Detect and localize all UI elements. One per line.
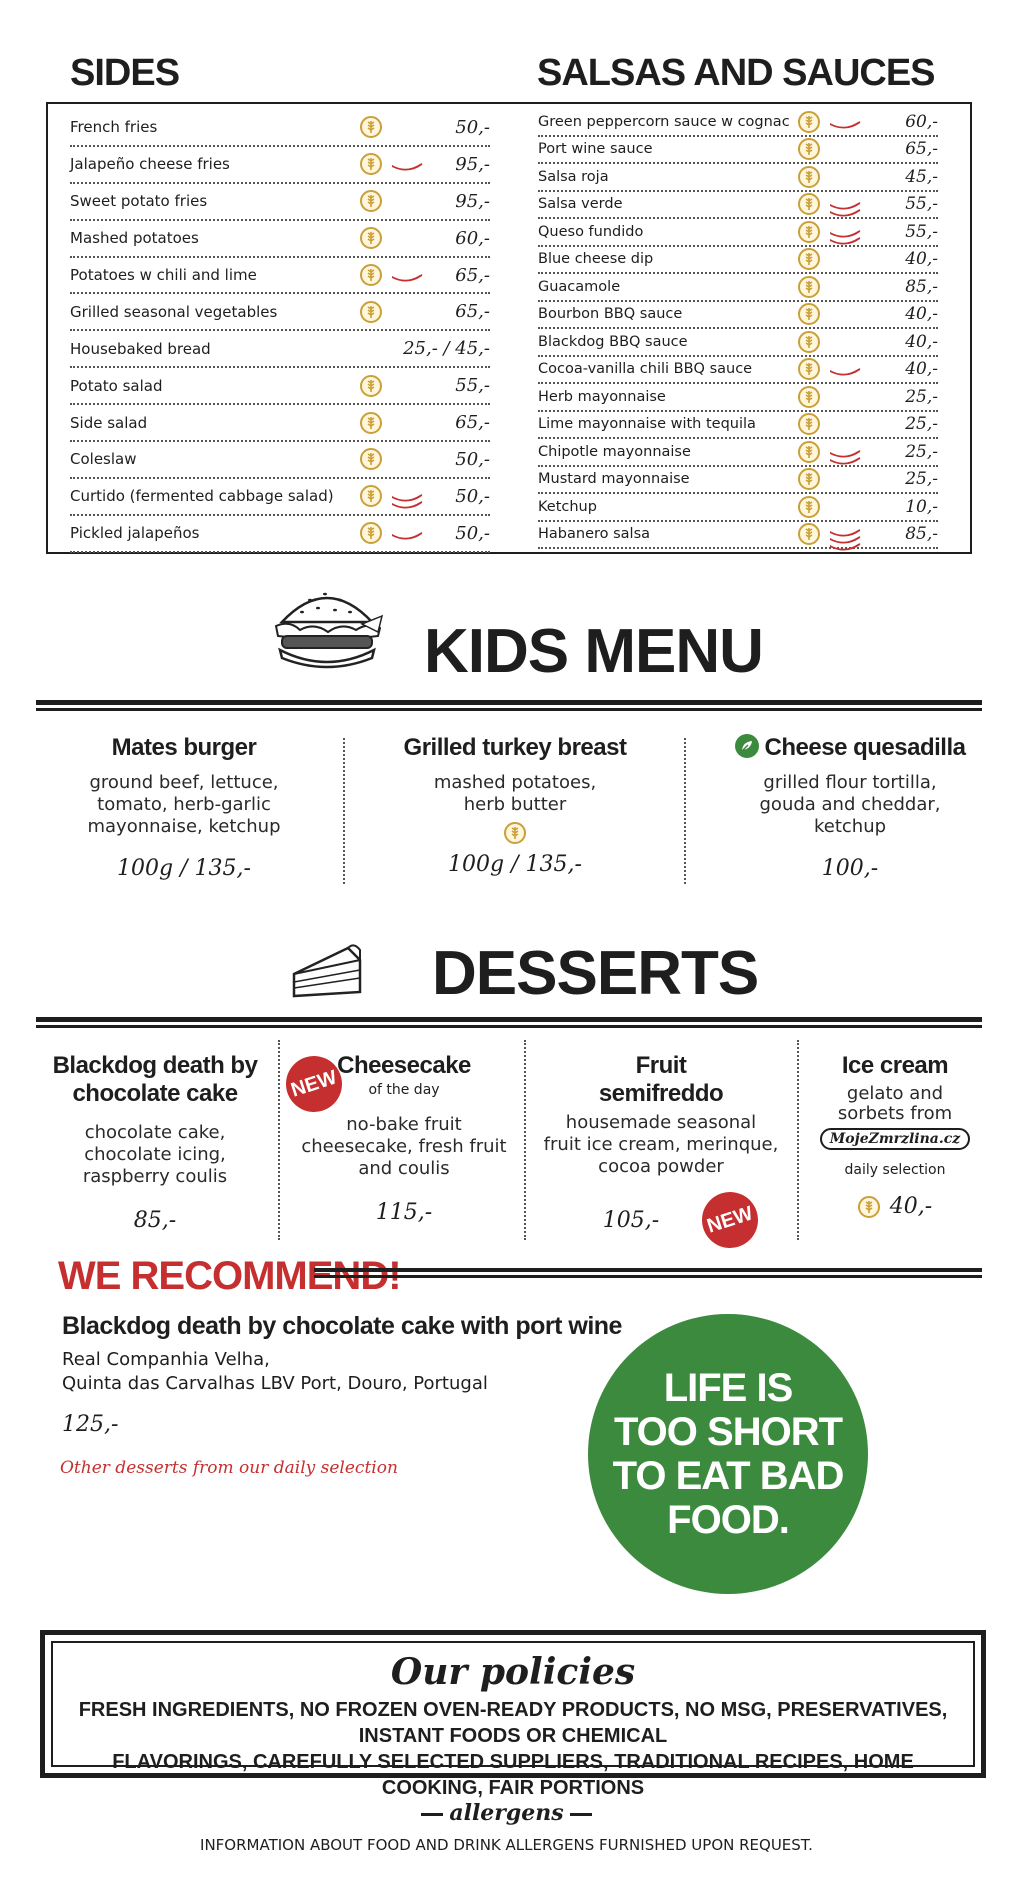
item-price: 25,- [905, 441, 938, 462]
slogan-badge: LIFE IS TOO SHORT TO EAT BAD FOOD. [588, 1314, 868, 1594]
dish-price: 40,- [889, 1194, 933, 1219]
menu-row [538, 247, 938, 275]
menu-row [538, 467, 938, 495]
wheat-icon [798, 413, 820, 435]
dish-price: 100g / 135,- [448, 852, 582, 877]
wheat-icon [360, 264, 382, 286]
dish-desc: no-bake fruit cheesecake, fresh fruit and coulis [301, 1114, 507, 1179]
allergens-text: INFORMATION ABOUT FOOD AND DRINK ALLERGENS FURNISHED UPON REQUEST. [200, 1836, 813, 1854]
item-price: 25,- / 45,- [403, 338, 490, 360]
item-name: French fries [70, 118, 158, 137]
item-icons [798, 496, 820, 518]
item-price: 50,- [455, 485, 490, 507]
menu-row [538, 384, 938, 412]
item-price: 65,- [455, 264, 490, 286]
item-price: 95,- [455, 153, 490, 175]
item-price: 55,- [905, 194, 938, 215]
dish-price: 105,- [602, 1208, 660, 1233]
item-name: Sweet potato fries [70, 192, 208, 211]
item-icons [798, 276, 820, 298]
item-price: 50,- [455, 116, 490, 138]
item-icons [798, 111, 862, 133]
dish-title: Cheesecake [337, 1052, 471, 1079]
item-icons [798, 138, 820, 160]
item-name: Coleslaw [70, 450, 137, 469]
item-name: Queso fundido [538, 223, 644, 240]
desserts-divider [797, 1040, 799, 1240]
item-name: Mustard mayonnaise [538, 471, 690, 488]
wheat-icon [360, 301, 382, 323]
menu-row [538, 439, 938, 467]
menu-row [70, 331, 490, 368]
item-name: Blue cheese dip [538, 251, 654, 268]
wheat-icon [798, 496, 820, 518]
wheat-icon [360, 227, 382, 249]
item-name: Chipotle mayonnaise [538, 443, 691, 460]
item-price: 40,- [905, 249, 938, 270]
dish-title: Grilled turkey breast [403, 734, 627, 761]
dish-desc: housemade seasonal fruit ice cream, merinque, cocoa powder [543, 1112, 779, 1177]
item-price: 25,- [905, 386, 938, 407]
item-name: Cocoa-vanilla chili BBQ sauce [538, 361, 753, 378]
recommend-title: Blackdog death by chocolate cake with port wine [62, 1312, 622, 1340]
item-name: Ketchup [538, 498, 597, 515]
recommend-desc: Real Companhia Velha, Quinta das Carvalhas LBV Port, Douro, Portugal [62, 1349, 488, 1394]
item-icons [798, 331, 820, 353]
dish-price: 100,- [821, 856, 879, 881]
dish-price: 85,- [133, 1208, 177, 1233]
item-name: Port wine sauce [538, 141, 653, 158]
item-price: 85,- [905, 524, 938, 545]
wheat-icon [360, 153, 382, 175]
item-name: Bourbon BBQ sauce [538, 306, 683, 323]
item-icons [360, 153, 424, 175]
recommend-rule [314, 1268, 982, 1278]
policies-text: FRESH INGREDIENTS, NO FROZEN OVEN-READY PRODUCTS, NO MSG, PRESERVATIVES, INSTANT FOODS OR CHEMICAL FLAVORINGS, CAREFULLY SELECTED SUPPLIERS, TRADITIONAL RECIPES, HOME COOKING, FAIR PORTIONS [78, 1699, 948, 1799]
item-icons [798, 468, 820, 490]
wheat-icon [798, 248, 820, 270]
desserts-rule [36, 1017, 982, 1028]
chili-icon [390, 527, 424, 539]
wheat-icon [360, 448, 382, 470]
menu-row [538, 192, 938, 220]
item-icons [360, 375, 382, 397]
item-icons [798, 303, 820, 325]
item-name: Salsa verde [538, 196, 623, 213]
desserts-divider [278, 1040, 280, 1240]
item-name: Grilled seasonal vegetables [70, 302, 278, 321]
item-name: Lime mayonnaise with tequila [538, 416, 756, 433]
wheat-icon [360, 522, 382, 544]
dish-desc: grilled flour tortilla, gouda and cheddar, ketchup [759, 772, 941, 837]
policies-box [40, 1630, 986, 1799]
chili-icon [828, 197, 862, 211]
item-name: Habanero salsa [538, 526, 651, 543]
chili-icon [828, 445, 862, 459]
item-name: Guacamole [538, 278, 621, 295]
dish-title: Fruit semifreddo [598, 1052, 724, 1107]
chili-icon [390, 489, 424, 503]
dish-price: 100g / 135,- [117, 856, 251, 881]
dish-title: Ice cream [841, 1052, 949, 1079]
menu-row [70, 516, 490, 553]
item-icons [360, 522, 424, 544]
item-price: 45,- [905, 166, 938, 187]
burger-illustration [270, 580, 385, 675]
desserts-divider [524, 1040, 526, 1240]
item-name: Herb mayonnaise [538, 388, 666, 405]
item-price: 95,- [455, 190, 490, 212]
item-name: Blackdog BBQ sauce [538, 333, 688, 350]
dish-subtitle: of the day [368, 1082, 440, 1098]
item-icons [360, 485, 424, 507]
wheat-icon [360, 190, 382, 212]
item-price: 25,- [905, 414, 938, 435]
dish-desc: gelato and sorbets from [837, 1083, 953, 1124]
chili-icon [828, 116, 862, 128]
menu-row [70, 221, 490, 258]
item-price: 25,- [905, 469, 938, 490]
item-price: 65,- [455, 301, 490, 323]
item-price: 10,- [905, 496, 938, 517]
wheat-icon [798, 331, 820, 353]
item-icons [798, 358, 862, 380]
menu-row [538, 412, 938, 440]
wheat-icon [360, 116, 382, 138]
item-name: Potatoes w chili and lime [70, 266, 257, 284]
menu-row [70, 405, 490, 442]
item-icons [798, 386, 820, 408]
menu-row [538, 219, 938, 247]
item-name: Salsa roja [538, 168, 609, 185]
sauces-list [538, 109, 938, 549]
chili-icon [828, 225, 862, 239]
item-icons [798, 248, 820, 270]
item-icons [360, 116, 382, 138]
dish-price: 115,- [375, 1200, 433, 1225]
item-price: 40,- [905, 331, 938, 352]
menu-row [538, 522, 938, 550]
wheat-icon [798, 523, 820, 545]
item-price: 60,- [455, 227, 490, 249]
sides-list [70, 110, 490, 553]
recommend-note: Other desserts from our daily selection [60, 1458, 398, 1478]
item-icons [798, 193, 862, 215]
item-icons [360, 264, 424, 286]
wheat-icon [504, 822, 526, 844]
wheat-icon [798, 193, 820, 215]
new-badge: NEW [695, 1185, 766, 1256]
kids-item-turkey [375, 734, 655, 877]
menu-row [538, 164, 938, 192]
item-price: 60,- [905, 111, 938, 132]
allergens-title: allergens [0, 1800, 1013, 1826]
kids-title: KIDS MENU [424, 617, 763, 686]
menu-row [70, 184, 490, 221]
item-name: Curtido (fermented cabbage salad) [70, 487, 334, 506]
dish-desc: chocolate cake, chocolate icing, raspberry coulis [82, 1122, 228, 1187]
recommend-heading: WE RECOMMEND! [58, 1254, 401, 1298]
item-icons [360, 190, 382, 212]
menu-row [538, 274, 938, 302]
menu-row [538, 137, 938, 165]
dish-title: Cheese quesadilla [715, 734, 985, 762]
chili-icon [828, 524, 862, 545]
item-icons [360, 301, 382, 323]
menu-row [538, 302, 938, 330]
dish-desc: mashed potatoes, herb butter [433, 772, 597, 815]
item-price: 65,- [455, 412, 490, 434]
item-name: Mashed potatoes [70, 229, 199, 248]
wheat-icon [798, 303, 820, 325]
menu-row [538, 109, 938, 137]
item-icons [798, 441, 862, 463]
menu-row [70, 110, 490, 147]
item-name: Housebaked bread [70, 339, 211, 358]
menu-row [70, 479, 490, 516]
sides-sauces-box [46, 102, 972, 554]
item-icons [798, 221, 862, 243]
sides-title: SIDES [70, 52, 180, 94]
kids-divider [343, 738, 345, 884]
chili-icon [390, 269, 424, 281]
chili-icon [390, 158, 424, 170]
dish-desc: ground beef, lettuce, tomato, herb-garlic mayonnaise, ketchup [87, 772, 281, 837]
wheat-icon [858, 1196, 880, 1218]
menu-row [538, 357, 938, 385]
item-icons [798, 166, 820, 188]
dessert-item-chocolate-cake [48, 1052, 262, 1233]
wheat-icon [360, 375, 382, 397]
item-price: 40,- [905, 359, 938, 380]
leaf-icon [735, 734, 759, 758]
item-icons [360, 448, 382, 470]
brand-logo: MojeZmrzlina.cz [820, 1128, 970, 1150]
wheat-icon [798, 468, 820, 490]
item-price: 40,- [905, 304, 938, 325]
item-icons [798, 413, 820, 435]
dish-note: daily selection [844, 1162, 946, 1178]
wheat-icon [798, 166, 820, 188]
kids-divider [684, 738, 686, 884]
item-name: Green peppercorn sauce w cognac [538, 113, 790, 130]
desserts-title: DESSERTS [432, 939, 759, 1008]
item-icons [798, 523, 862, 545]
kids-item-burger [48, 734, 320, 881]
wheat-icon [798, 111, 820, 133]
item-price: 50,- [455, 522, 490, 544]
policies-title: Our policies [390, 1651, 636, 1693]
wheat-icon [798, 358, 820, 380]
wheat-icon [798, 386, 820, 408]
item-price: 65,- [905, 139, 938, 160]
menu-row [538, 329, 938, 357]
recommend-price: 125,- [62, 1412, 119, 1437]
sauces-title: SALSAS AND SAUCES [537, 52, 935, 94]
item-price: 85,- [905, 276, 938, 297]
dish-title: Mates burger [111, 734, 257, 761]
dessert-item-ice-cream [814, 1052, 976, 1219]
menu-row [70, 294, 490, 331]
item-name: Side salad [70, 413, 148, 432]
kids-rule [36, 700, 982, 711]
menu-row [70, 368, 490, 405]
menu-row [70, 442, 490, 479]
chili-icon [828, 363, 862, 375]
item-name: Potato salad [70, 376, 163, 395]
kids-item-quesadilla [715, 734, 985, 881]
dessert-item-cheesecake [294, 1052, 514, 1225]
menu-row [70, 258, 490, 295]
new-badge: NEW [279, 1049, 350, 1120]
wheat-icon [798, 221, 820, 243]
cake-slice-illustration [290, 940, 364, 1002]
item-name: Jalapeño cheese fries [70, 155, 230, 174]
item-name: Pickled jalapeños [70, 524, 200, 543]
menu-row [538, 494, 938, 522]
wheat-icon [360, 485, 382, 507]
item-icons [360, 412, 382, 434]
item-price: 55,- [455, 375, 490, 397]
dish-title: Blackdog death by chocolate cake [52, 1052, 258, 1107]
wheat-icon [798, 138, 820, 160]
menu-row [70, 147, 490, 184]
item-price: 55,- [905, 221, 938, 242]
wheat-icon [798, 441, 820, 463]
item-icons [360, 227, 382, 249]
wheat-icon [798, 276, 820, 298]
item-price: 50,- [455, 448, 490, 470]
wheat-icon [360, 412, 382, 434]
